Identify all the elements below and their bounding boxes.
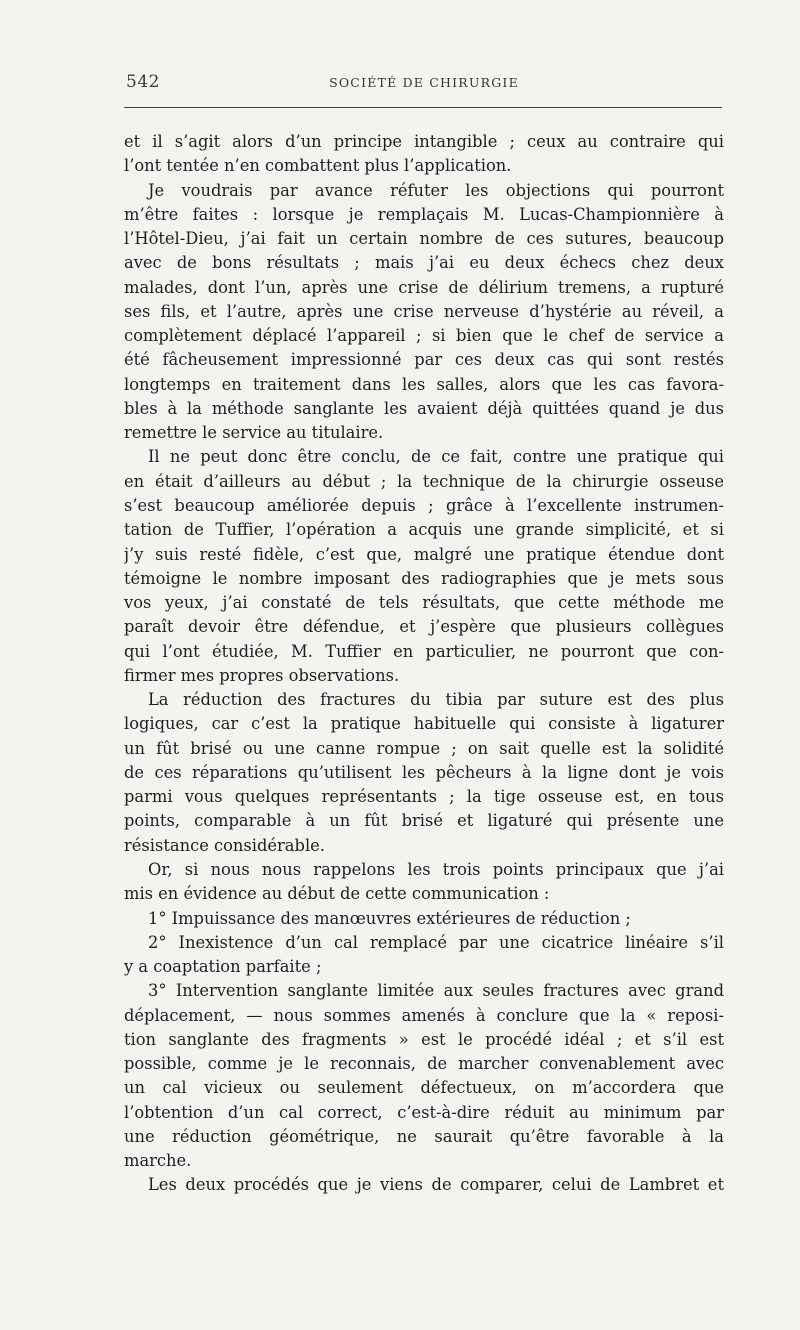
text-line: tion sanglante des fragments » est le procédé idéal ; et s’il est bbox=[124, 1029, 724, 1049]
text-line: 3° Intervention sanglante limitée aux seules fractures avec grand bbox=[148, 981, 724, 1001]
text-line: La réduction des fractures du tibia par suture est des plus bbox=[148, 690, 724, 710]
text-line: marche. bbox=[124, 1151, 192, 1171]
text-line: points, comparable à un fût brisé et ligaturé qui présente une bbox=[124, 811, 724, 831]
text-line: témoigne le nombre imposant des radiographies que je mets sous bbox=[124, 568, 724, 588]
text-line: en était d’ailleurs au début ; la technique de la chirurgie osseuse bbox=[124, 471, 724, 491]
text-line: complètement déplacé l’appareil ; si bien que le chef de service a bbox=[124, 326, 724, 346]
text-line: déplacement, — nous sommes amenés à conclure que la « reposi- bbox=[124, 1005, 724, 1025]
text-line: de ces réparations qu’utilisent les pêcheurs à la ligne dont je vois bbox=[124, 762, 724, 782]
text-line: avec de bons résultats ; mais j’ai eu deux échecs chez deux bbox=[124, 253, 724, 273]
text-line: j’y suis resté fidèle, c’est que, malgré une pratique étendue dont bbox=[124, 544, 724, 564]
text-line: Les deux procédés que je viens de comparer, celui de Lambret et bbox=[148, 1175, 724, 1195]
running-title: SOCIÉTÉ DE CHIRURGIE bbox=[329, 75, 519, 90]
text-line: remettre le service au titulaire. bbox=[124, 423, 384, 443]
text-line: parmi vous quelques représentants ; la tige osseuse est, en tous bbox=[124, 787, 724, 807]
running-head bbox=[124, 72, 724, 96]
page-number: 542 bbox=[126, 72, 160, 92]
header-rule bbox=[124, 107, 722, 108]
text-line: et il s’agit alors d’un principe intangible ; ceux au contraire qui bbox=[124, 132, 724, 151]
text-line: ses fils, et l’autre, après une crise nerveuse d’hystérie au réveil, a bbox=[124, 301, 724, 321]
text-line: Je voudrais par avance réfuter les objections qui pourront bbox=[148, 180, 724, 200]
text-line: été fâcheusement impressionné par ces deux cas qui sont restés bbox=[124, 350, 724, 370]
body-text bbox=[124, 130, 724, 1198]
text-line: logiques, car c’est la pratique habituelle qui consiste à ligaturer bbox=[124, 714, 724, 734]
text-line: tation de Tuffier, l’opération a acquis une grande simplicité, et si bbox=[124, 520, 724, 540]
text-line: bles à la méthode sanglante les avaient déjà quittées quand je dus bbox=[124, 398, 724, 418]
text-line: malades, dont l’un, après une crise de délirium tremens, a rupturé bbox=[124, 277, 724, 297]
text-line: l’obtention d’un cal correct, c’est-à-dire réduit au minimum par bbox=[124, 1102, 724, 1122]
text-line: un fût brisé ou une canne rompue ; on sait quelle est la solidité bbox=[124, 738, 724, 758]
text-line: l’ont tentée n’en combattent plus l’application. bbox=[124, 156, 512, 176]
text-line: l’Hôtel-Dieu, j’ai fait un certain nombre de ces sutures, beaucoup bbox=[124, 229, 724, 249]
text-line: longtemps en traitement dans les salles, alors que les cas favora- bbox=[124, 374, 724, 394]
text-line: un cal vicieux ou seulement défectueux, on m’accordera que bbox=[124, 1078, 724, 1098]
text-line: m’être faites : lorsque je remplaçais M. Lucas-Championnière à bbox=[124, 204, 724, 224]
text-line: vos yeux, j’ai constaté de tels résultats, que cette méthode me bbox=[124, 593, 724, 613]
text-line: firmer mes propres observations. bbox=[124, 665, 400, 685]
text-line: 2° Inexistence d’un cal remplacé par une cicatrice linéaire s’il bbox=[148, 932, 724, 952]
text-line: mis en évidence au début de cette communication : bbox=[124, 884, 550, 904]
text-line: une réduction géométrique, ne saurait qu’être favorable à la bbox=[124, 1126, 724, 1146]
text-line: 1° Impuissance des manœuvres extérieures de réduction ; bbox=[148, 908, 631, 928]
text-line: résistance considérable. bbox=[124, 835, 325, 855]
text-line: s’est beaucoup améliorée depuis ; grâce à l’excellente instrumen- bbox=[124, 495, 724, 515]
text-line: paraît devoir être défendue, et j’espère que plusieurs collègues bbox=[124, 617, 724, 637]
text-line: Il ne peut donc être conclu, de ce fait, contre une pratique qui bbox=[148, 447, 724, 467]
text-line: qui l’ont étudiée, M. Tuffier en particulier, ne pourront que con- bbox=[124, 641, 724, 661]
text-line: y a coaptation parfaite ; bbox=[124, 957, 322, 977]
text-line: Or, si nous nous rappelons les trois points principaux que j’ai bbox=[148, 859, 724, 879]
text-line: possible, comme je le reconnais, de marcher convenablement avec bbox=[124, 1054, 724, 1074]
